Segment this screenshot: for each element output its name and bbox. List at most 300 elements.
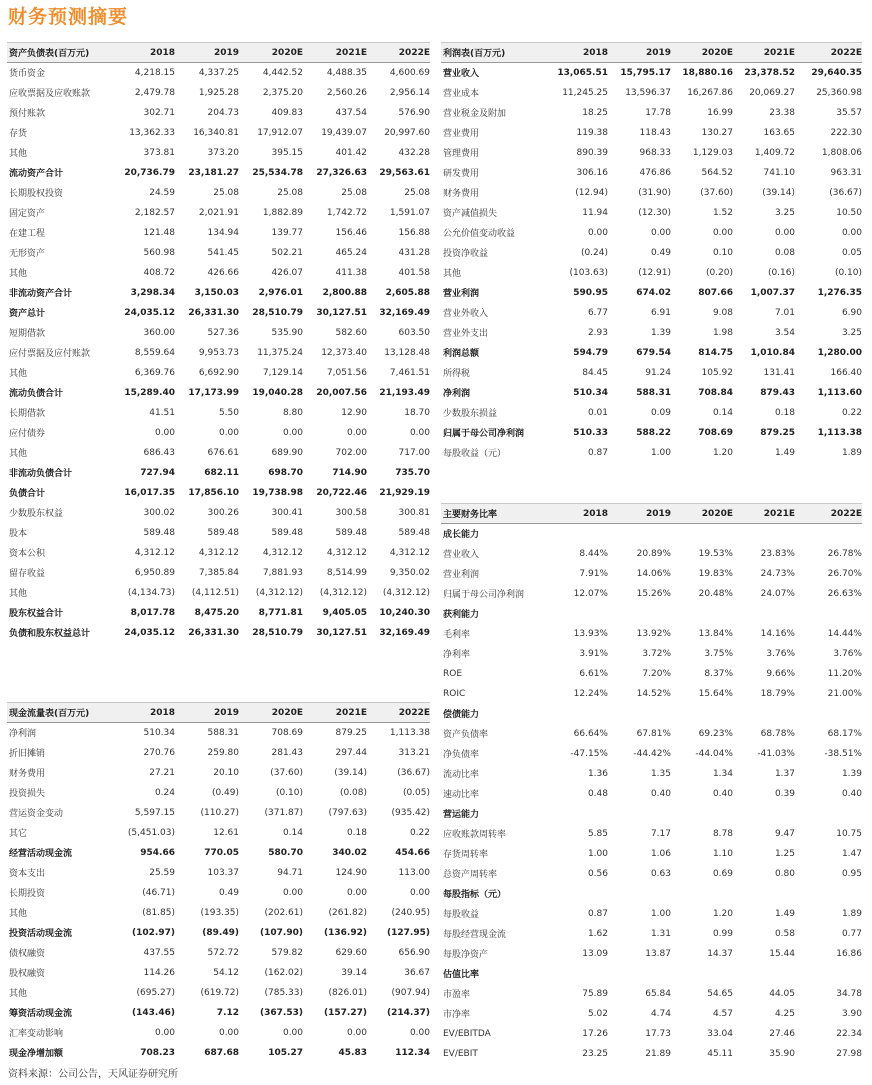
cell-value: 20.89%: [636, 548, 671, 559]
cell-value: 0.00: [409, 427, 430, 438]
row-label: 每股指标（元）: [443, 890, 507, 900]
section-row: [441, 604, 862, 624]
table-row: [441, 984, 862, 1004]
row-label: 获利能力: [443, 610, 480, 620]
cell-value: 401.58: [398, 267, 430, 278]
row-label: 所得税: [443, 369, 471, 379]
cell-value: 69.23%: [698, 728, 733, 739]
table-row: [441, 644, 862, 664]
cell-value: (136.92): [324, 927, 367, 938]
row-label: 营业成本: [443, 89, 480, 99]
cell-value: 1.98: [712, 327, 733, 338]
cell-value: (202.61): [264, 907, 303, 918]
row-label: 偿债能力: [443, 710, 480, 720]
cell-value: (143.46): [132, 1007, 175, 1018]
table-row: [441, 243, 862, 263]
cell-value: 0.00: [650, 227, 671, 238]
cell-value: 281.43: [271, 747, 303, 758]
table-row: [441, 844, 862, 864]
cash-flow-block: [7, 702, 430, 1063]
cell-value: 4.74: [650, 1008, 671, 1019]
row-label: 资本公积: [9, 549, 46, 559]
ratios-table: [441, 503, 862, 1064]
row-label: ROE: [443, 668, 463, 679]
cell-value: 94.71: [277, 867, 303, 878]
cell-value: 12.61: [213, 827, 239, 838]
row-label: 筹资活动现金流: [9, 1009, 73, 1019]
cell-value: 0.00: [218, 427, 239, 438]
cell-value: [733, 804, 795, 824]
cell-value: 2.93: [587, 327, 608, 338]
cell-value: 204.73: [207, 107, 239, 118]
cell-value: 103.37: [207, 867, 239, 878]
table-row: [441, 283, 862, 303]
cell-value: 0.58: [774, 928, 795, 939]
cell-value: 20.48%: [698, 588, 733, 599]
cell-value: 18,880.16: [682, 67, 733, 78]
table-row: [7, 623, 430, 643]
row-label: 营业利润: [443, 289, 480, 299]
cell-value: [671, 804, 733, 824]
cell-value: 582.60: [335, 327, 367, 338]
cell-value: (36.67): [829, 187, 862, 198]
row-label: 速动比率: [443, 790, 480, 800]
table-row: [7, 943, 430, 963]
table-row: [7, 843, 430, 863]
cell-value: (695.27): [136, 987, 175, 998]
table-row: [441, 63, 862, 83]
cell-value: (102.97): [132, 927, 175, 938]
cell-value: 1,007.37: [750, 287, 795, 298]
table-row: [7, 583, 430, 603]
table-row: [7, 143, 430, 163]
cell-value: 1,742.72: [326, 207, 367, 218]
cell-value: 1.49: [774, 908, 795, 919]
table-row: [7, 863, 430, 883]
column-header: 2020E: [271, 707, 303, 718]
cell-value: 708.84: [698, 387, 733, 398]
cell-value: 9,953.73: [198, 347, 239, 358]
cell-value: 28,510.79: [252, 307, 303, 318]
cell-value: 589.48: [271, 527, 303, 538]
income-statement-block: [441, 42, 862, 463]
column-header: 2021E: [763, 508, 795, 519]
cell-value: 1,409.72: [754, 147, 795, 158]
row-label: 利润总额: [443, 349, 480, 359]
cell-value: [733, 964, 795, 984]
section-row: [441, 704, 862, 724]
cell-value: 300.81: [398, 507, 430, 518]
cell-value: 134.94: [207, 227, 239, 238]
cell-value: 4,312.12: [262, 547, 303, 558]
cell-value: 166.40: [830, 367, 862, 378]
table-row: [441, 904, 862, 924]
table-row: [7, 983, 430, 1003]
cell-value: 0.40: [712, 788, 733, 799]
section-row: [441, 524, 862, 544]
cell-value: 27.98: [836, 1048, 862, 1059]
cell-value: 222.30: [830, 127, 862, 138]
cell-value: 131.41: [763, 367, 795, 378]
cell-value: 14.37: [707, 948, 733, 959]
cell-value: 3.91%: [579, 648, 608, 659]
cell-value: 24.07%: [760, 588, 795, 599]
cell-value: 0.80: [774, 868, 795, 879]
cell-value: 0.00: [282, 427, 303, 438]
table-row: [441, 163, 862, 183]
cell-value: 3.90: [841, 1008, 862, 1019]
cell-value: [608, 604, 671, 624]
cell-value: 437.55: [143, 947, 175, 958]
cell-value: 11,375.24: [257, 347, 303, 358]
cell-value: 16,340.81: [193, 127, 239, 138]
table-row: [7, 83, 430, 103]
row-label: 其他: [9, 989, 28, 999]
cell-value: 7,461.51: [389, 367, 430, 378]
cell-value: 0.10: [712, 247, 733, 258]
cell-value: 431.28: [398, 247, 430, 258]
cell-value: 968.33: [639, 147, 671, 158]
row-label: 现金净增加额: [9, 1049, 64, 1059]
cell-value: (31.90): [638, 187, 671, 198]
cell-value: [733, 604, 795, 624]
cell-value: 306.16: [576, 167, 608, 178]
cell-value: 408.72: [143, 267, 175, 278]
cell-value: 0.18: [774, 407, 795, 418]
row-label: EV/EBITDA: [443, 1028, 491, 1039]
cell-value: (367.53): [260, 1007, 303, 1018]
table-row: [441, 83, 862, 103]
cell-value: 0.87: [587, 447, 608, 458]
cell-value: [541, 704, 608, 724]
table-row: [7, 483, 430, 503]
table-row: [441, 624, 862, 644]
row-label: 每股净资产: [443, 950, 489, 960]
cell-value: 270.76: [143, 747, 175, 758]
cell-value: 66.64%: [573, 728, 608, 739]
cell-value: 0.01: [587, 407, 608, 418]
row-label: 少数股东权益: [9, 509, 64, 519]
cell-value: 10.75: [836, 828, 862, 839]
cell-value: 4,312.12: [198, 547, 239, 558]
cell-value: 714.90: [332, 467, 367, 478]
cell-value: 20,736.79: [124, 167, 175, 178]
cell-value: [795, 804, 862, 824]
cell-value: 1.00: [587, 848, 608, 859]
cell-value: 1.49: [774, 447, 795, 458]
cell-value: 2,976.01: [258, 287, 303, 298]
cell-value: 32,169.49: [379, 627, 430, 638]
row-label: 财务费用: [443, 189, 480, 199]
cell-value: 656.90: [398, 947, 430, 958]
cell-value: 1,882.89: [262, 207, 303, 218]
cell-value: 1.00: [650, 908, 671, 919]
cell-value: 156.46: [335, 227, 367, 238]
cell-value: 6,692.90: [198, 367, 239, 378]
cell-value: [541, 964, 608, 984]
row-label: 其他: [9, 449, 28, 459]
cell-value: 41.51: [149, 407, 175, 418]
cell-value: 16,017.35: [124, 487, 175, 498]
table-row: [441, 1044, 862, 1064]
cell-value: 21,193.49: [379, 387, 430, 398]
table-row: [7, 783, 430, 803]
table-row: [441, 1004, 862, 1024]
cell-value: 395.15: [271, 147, 303, 158]
cell-value: (785.33): [264, 987, 303, 998]
cell-value: 4,312.12: [134, 547, 175, 558]
cell-value: 1,113.38: [817, 427, 862, 438]
cell-value: 20,722.46: [316, 487, 367, 498]
cell-value: 54.12: [213, 967, 239, 978]
cell-value: 510.33: [573, 427, 608, 438]
row-label: 资产减值损失: [443, 209, 498, 219]
table-row: [441, 203, 862, 223]
cell-value: [671, 604, 733, 624]
table-row: [7, 763, 430, 783]
cell-value: 679.54: [636, 347, 671, 358]
column-header: 2022E: [830, 47, 862, 58]
column-header: 2019: [213, 707, 239, 718]
cell-value: (797.63): [328, 807, 367, 818]
cell-value: 0.14: [712, 407, 733, 418]
cell-value: (4,134.73): [127, 587, 175, 598]
cell-value: 22.34: [836, 1028, 862, 1039]
cell-value: 84.45: [582, 367, 608, 378]
row-label: 固定资产: [9, 209, 46, 219]
table-row: [441, 263, 862, 283]
table-row: [7, 963, 430, 983]
cell-value: 35.90: [769, 1048, 795, 1059]
cell-value: 0.00: [409, 1027, 430, 1038]
cell-value: 4,337.25: [198, 67, 239, 78]
cell-value: (619.72): [200, 987, 239, 998]
cell-value: 7.17: [650, 828, 671, 839]
row-label: 营业外收入: [443, 309, 489, 319]
cell-value: 0.08: [774, 247, 795, 258]
cell-value: 580.70: [268, 847, 303, 858]
cell-value: [541, 884, 608, 904]
cell-value: 340.02: [332, 847, 367, 858]
cell-value: 702.00: [335, 447, 367, 458]
cell-value: 24,035.12: [124, 307, 175, 318]
cell-value: 21.89: [645, 1048, 671, 1059]
cell-value: 4,442.52: [262, 67, 303, 78]
row-label: 投资活动现金流: [9, 929, 73, 939]
cell-value: 0.49: [650, 247, 671, 258]
cell-value: 1,010.84: [750, 347, 795, 358]
cell-value: 17,912.07: [257, 127, 303, 138]
table-row: [7, 203, 430, 223]
cell-value: 676.61: [207, 447, 239, 458]
cell-value: 0.69: [712, 868, 733, 879]
cell-value: (4,312.12): [255, 587, 303, 598]
row-label: 应付债券: [9, 429, 46, 439]
table-row: [441, 724, 862, 744]
cell-value: 4,312.12: [326, 547, 367, 558]
cell-value: 579.82: [271, 947, 303, 958]
cell-value: 0.87: [587, 908, 608, 919]
cell-value: 360.00: [143, 327, 175, 338]
cell-value: 14.44%: [827, 628, 862, 639]
table-row: [7, 283, 430, 303]
cell-value: 0.77: [841, 928, 862, 939]
cell-value: (4,112.51): [191, 587, 239, 598]
cell-value: -41.03%: [757, 748, 795, 759]
cell-value: [671, 964, 733, 984]
table-row: [7, 523, 430, 543]
cell-value: 12,373.40: [321, 347, 367, 358]
table-row: [7, 563, 430, 583]
row-label: 长期投资: [9, 889, 46, 899]
cell-value: 13,596.37: [625, 87, 671, 98]
table-row: [7, 443, 430, 463]
cell-value: (261.82): [328, 907, 367, 918]
cell-value: [671, 524, 733, 544]
table-row: [441, 443, 862, 463]
table-row: [441, 584, 862, 604]
row-label: 投资损失: [9, 789, 46, 799]
cell-value: 426.66: [207, 267, 239, 278]
cell-value: 302.71: [143, 107, 175, 118]
balance-sheet-table: [7, 42, 430, 643]
cell-value: 576.90: [398, 107, 430, 118]
cell-value: 7,129.14: [262, 367, 303, 378]
cell-value: 1.00: [650, 447, 671, 458]
cell-value: 119.38: [576, 127, 608, 138]
cell-value: (89.49): [202, 927, 239, 938]
cell-value: 3,298.34: [130, 287, 175, 298]
cell-value: 1.39: [841, 768, 862, 779]
cell-value: 502.21: [271, 247, 303, 258]
row-label: 其他: [443, 269, 462, 279]
cell-value: 1.10: [712, 848, 733, 859]
cell-value: 3.25: [841, 327, 862, 338]
cell-value: 300.02: [143, 507, 175, 518]
cell-value: 23.25: [582, 1048, 608, 1059]
cell-value: 2,800.88: [322, 287, 367, 298]
cell-value: (37.60): [270, 767, 303, 778]
cell-value: 1.89: [841, 908, 862, 919]
cell-value: 6.90: [841, 307, 862, 318]
table-row: [441, 784, 862, 804]
cell-value: 25.08: [341, 187, 367, 198]
cell-value: 373.81: [143, 147, 175, 158]
cell-value: 1,808.06: [821, 147, 862, 158]
cell-value: 588.31: [207, 727, 239, 738]
table-row: [7, 63, 430, 83]
cell-value: (37.60): [700, 187, 733, 198]
column-header: 2019: [645, 47, 671, 58]
row-label: 其他: [9, 149, 28, 159]
balance-sheet-body: [7, 63, 430, 643]
cell-value: 1.31: [650, 928, 671, 939]
cell-value: 6.91: [650, 307, 671, 318]
cell-value: 1.34: [712, 768, 733, 779]
cell-value: 39.14: [341, 967, 367, 978]
cell-value: 105.27: [268, 1047, 303, 1058]
cell-value: 25,360.98: [816, 87, 862, 98]
cell-value: 45.83: [338, 1047, 367, 1058]
cell-value: [608, 524, 671, 544]
cell-value: 0.00: [346, 1027, 367, 1038]
cell-value: (0.10): [834, 267, 862, 278]
cell-value: 527.36: [207, 327, 239, 338]
cell-value: 1.35: [650, 768, 671, 779]
cell-value: 19.83%: [698, 568, 733, 579]
cell-value: (907.94): [391, 987, 430, 998]
table-row: [441, 744, 862, 764]
cell-value: 770.05: [204, 847, 239, 858]
table-row: [7, 903, 430, 923]
table-row: [7, 423, 430, 443]
column-header: 2021E: [335, 47, 367, 58]
cell-value: [608, 804, 671, 824]
table-row: [441, 383, 862, 403]
row-label: 每股收益（元）: [443, 449, 507, 459]
cell-value: 589.48: [398, 527, 430, 538]
cell-value: [671, 704, 733, 724]
cell-value: 465.24: [335, 247, 367, 258]
cell-value: 8,771.81: [258, 607, 303, 618]
row-label: 无形资产: [9, 249, 46, 259]
cell-value: 300.26: [207, 507, 239, 518]
table-row: [7, 303, 430, 323]
cell-value: 24.73%: [760, 568, 795, 579]
row-label: 净利润: [443, 389, 471, 399]
row-label: EV/EBIT: [443, 1048, 478, 1059]
cell-value: 2,375.20: [262, 87, 303, 98]
cell-value: 0.40: [841, 788, 862, 799]
cell-value: 23,181.27: [188, 167, 239, 178]
cell-value: 741.10: [763, 167, 795, 178]
cell-value: 112.34: [395, 1047, 430, 1058]
cell-value: (110.27): [200, 807, 239, 818]
cell-value: 0.39: [774, 788, 795, 799]
cell-value: 105.92: [701, 367, 733, 378]
table-row: [441, 303, 862, 323]
cell-value: [795, 604, 862, 624]
cell-value: (371.87): [264, 807, 303, 818]
cell-value: 20,069.27: [749, 87, 795, 98]
cell-value: 75.89: [582, 988, 608, 999]
cell-value: 4.25: [774, 1008, 795, 1019]
row-label: 流动比率: [443, 770, 480, 780]
table-row: [7, 403, 430, 423]
cell-value: 0.00: [282, 1027, 303, 1038]
row-label: 应付票据及应付账款: [9, 349, 91, 359]
cell-value: 20.10: [213, 767, 239, 778]
row-label: ROIC: [443, 688, 466, 699]
cell-value: [541, 524, 608, 544]
cell-value: 23.38: [769, 107, 795, 118]
cell-value: 6.61%: [579, 668, 608, 679]
row-label: 留存收益: [9, 569, 46, 579]
cell-value: 9,405.05: [322, 607, 367, 618]
table-row: [7, 1003, 430, 1023]
row-label: 投资净收益: [443, 249, 489, 259]
cell-value: 879.25: [760, 427, 795, 438]
cell-value: 124.90: [335, 867, 367, 878]
cell-value: 18.25: [582, 107, 608, 118]
cell-value: 1.36: [587, 768, 608, 779]
cell-value: 65.84: [645, 988, 671, 999]
cell-value: 8.78: [712, 828, 733, 839]
row-label: 归属于母公司净利润: [443, 429, 525, 439]
cell-value: 24.59: [149, 187, 175, 198]
cell-value: 727.94: [140, 467, 175, 478]
row-label: 市盈率: [443, 990, 471, 1000]
